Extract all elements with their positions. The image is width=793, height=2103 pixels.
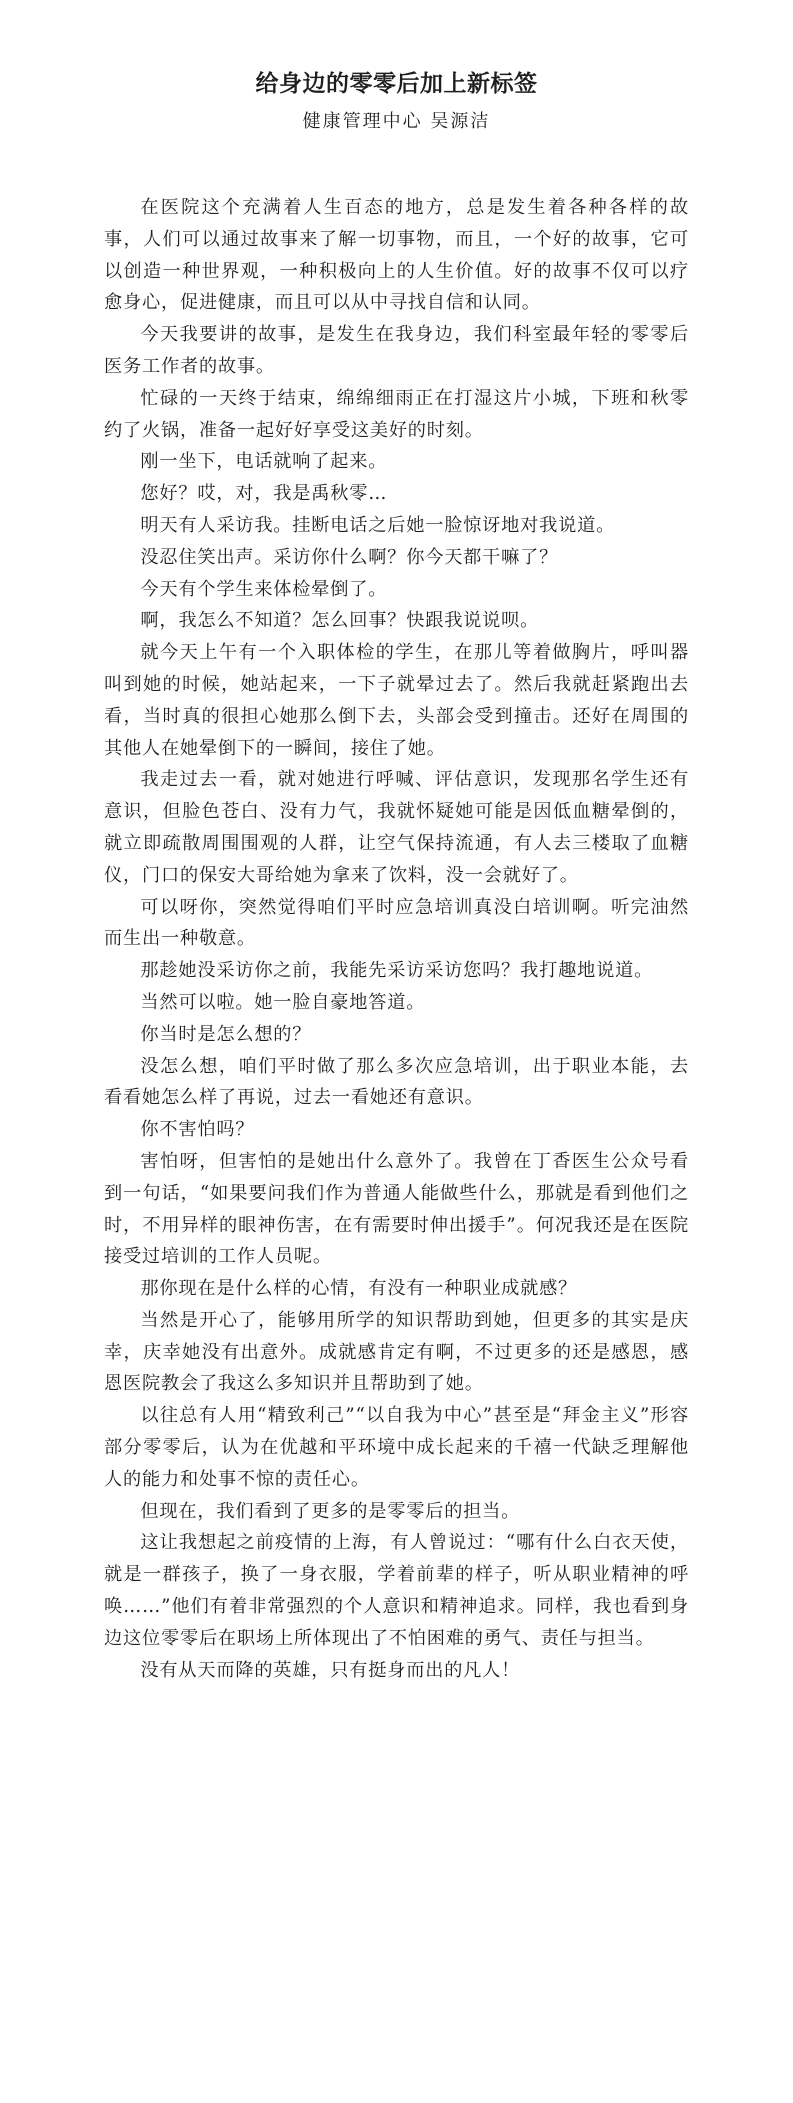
paragraph: 没怎么想，咱们平时做了那么多次应急培训，出于职业本能，去看看她怎么样了再说，过去一看她还有意识。 xyxy=(104,1055,689,1109)
paragraph: 当然是开心了，能够用所学的知识帮助到她，但更多的其实是庆幸，庆幸她没有出意外。成就感肯定有啊，不过更多的还是感恩，感恩医院教会了我这么多知识并且帮助到了她。 xyxy=(104,1309,689,1395)
paragraph: 啊，我怎么不知道？怎么回事？快跟我说说呗。 xyxy=(140,610,540,632)
paragraph: 明天有人采访我。挂断电话之后她一脸惊讶地对我说道。 xyxy=(140,514,616,536)
paragraph: 这让我想起之前疫情的上海，有人曾说过：“哪有什么白衣天使，就是一群孩子，换了一身衣服，学着前辈的样子，听从职业精神的呼唤……”他们有着非常强烈的个人意识和精神追求。同样，我也看到身边这位零零后在职场上所体现出了不怕困难的勇气、责任与担当。 xyxy=(104,1532,689,1649)
paragraph: 刚一坐下，电话就响了起来。 xyxy=(140,451,388,473)
paragraph: 害怕呀，但害怕的是她出什么意外了。我曾在丁香医生公众号看到一句话，“如果要问我们作为普通人能做些什么，那就是看到他们之时，不用异样的眼神伤害，在有需要时伸出援手”。何况我还是在医院接受过培训的工作人员呢。 xyxy=(104,1150,689,1268)
paragraph: 忙碌的一天终于结束，绵绵细雨正在打湿这片小城，下班和秋零约了火锅，准备一起好好享受这美好的时刻。 xyxy=(104,387,689,441)
article-title: 给身边的零零后加上新标签 xyxy=(255,70,538,97)
paragraph: 在医院这个充满着人生百态的地方，总是发生着各种各样的故事，人们可以通过故事来了解一切事物，而且，一个好的故事，它可以创造一种世界观，一种积极向上的人生价值。好的故事不仅可以疗愈身心，促进健康，而且可以从中寻找自信和认同。 xyxy=(104,197,689,314)
paragraph: 今天我要讲的故事，是发生在我身边，我们科室最年轻的零零后医务工作者的故事。 xyxy=(104,324,689,377)
paragraph: 那趁她没采访你之前，我能先采访采访您吗？我打趣地说道。 xyxy=(140,960,654,982)
paragraph: 我走过去一看，就对她进行呼喊、评估意识，发现那名学生还有意识，但脸色苍白、没有力气，我就怀疑她可能是因低血糖晕倒的，就立即疏散周围围观的人群，让空气保持流通，有人去三楼取了血糖仪，门口的保安大哥给她为拿来了饮料，没一会就好了。 xyxy=(104,769,689,886)
article-byline: 健康管理中心 吴源洁 xyxy=(302,111,491,132)
paragraph: 当然可以啦。她一脸自豪地答道。 xyxy=(140,991,426,1013)
paragraph: 以往总有人用“精致利己”“以自我为中心”甚至是“拜金主义”形容部分零零后，认为在优越和平环境中成长起来的千禧一代缺乏理解他人的能力和处事不惊的责任心。 xyxy=(104,1405,689,1490)
paragraph: 您好？哎，对，我是禹秋零… xyxy=(140,483,388,505)
paragraph: 那你现在是什么样的心情，有没有一种职业成就感？ xyxy=(140,1278,578,1300)
paragraph: 可以呀你，突然觉得咱们平时应急培训真没白培训啊。听完油然而生出一种敬意。 xyxy=(104,896,689,950)
paragraph: 但现在，我们看到了更多的是零零后的担当。 xyxy=(140,1500,521,1522)
paragraph: 你不害怕吗？ xyxy=(140,1119,255,1141)
article-body xyxy=(104,192,689,1686)
paragraph: 没有从天而降的英雄，只有挺身而出的凡人！ xyxy=(140,1659,521,1681)
paragraph: 你当时是怎么想的？ xyxy=(140,1023,312,1045)
paragraph: 就今天上午有一个入职体检的学生，在那儿等着做胸片，呼叫器叫到她的时候，她站起来，一下子就晕过去了。然后我就赶紧跑出去看，当时真的很担心她那么倒下去，头部会受到撞击。还好在周围的其他人在她晕倒下的一瞬间，接住了她。 xyxy=(104,642,689,759)
paragraph: 今天有个学生来体检晕倒了。 xyxy=(140,578,388,600)
paragraph: 没忍住笑出声。采访你什么啊？你今天都干嘛了？ xyxy=(140,546,559,568)
